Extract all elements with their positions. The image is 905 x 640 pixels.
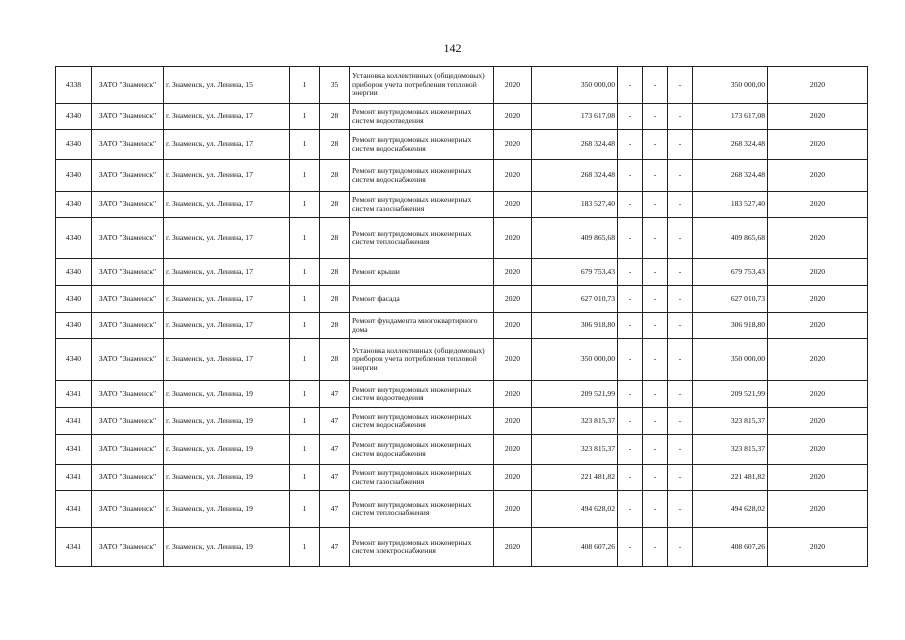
work-type-cell: Ремонт внутридомовых инженерных систем водоснабжения xyxy=(350,408,494,435)
col-a-cell: 1 xyxy=(290,313,320,339)
total-cell: 268 324,48 xyxy=(693,130,768,160)
total-cell: 306 918,80 xyxy=(693,313,768,339)
col-a-cell: 1 xyxy=(290,218,320,259)
house-id-cell: 4341 xyxy=(56,381,92,408)
total-cell: 323 815,37 xyxy=(693,435,768,465)
dash-cell: - xyxy=(618,67,643,104)
cost-cell: 221 481,82 xyxy=(532,465,618,491)
dash-cell: - xyxy=(618,104,643,130)
work-type-cell: Ремонт внутридомовых инженерных систем газоснабжения xyxy=(350,465,494,491)
col-b-cell: 28 xyxy=(320,192,350,218)
address-cell: г. Знаменск, ул. Ленина, 17 xyxy=(164,218,290,259)
municipality-cell: ЗАТО "Знаменск" xyxy=(92,491,164,528)
col-b-cell: 28 xyxy=(320,104,350,130)
table-row xyxy=(56,160,868,192)
work-type-cell: Ремонт внутридомовых инженерных систем газоснабжения xyxy=(350,192,494,218)
total-cell: 183 527,40 xyxy=(693,192,768,218)
work-type-cell: Установка коллективных (общедомовых) приборов учета потребления тепловой энергии xyxy=(350,339,494,381)
house-id-cell: 4341 xyxy=(56,528,92,567)
col-a-cell: 1 xyxy=(290,465,320,491)
work-type-cell: Ремонт внутридомовых инженерных систем водоснабжения xyxy=(350,435,494,465)
municipality-cell: ЗАТО "Знаменск" xyxy=(92,313,164,339)
address-cell: г. Знаменск, ул. Ленина, 17 xyxy=(164,104,290,130)
work-type-cell: Установка коллективных (общедомовых) приборов учета потребления тепловой энергии xyxy=(350,67,494,104)
municipality-cell: ЗАТО "Знаменск" xyxy=(92,465,164,491)
dash-cell: - xyxy=(668,160,693,192)
dash-cell: - xyxy=(643,218,668,259)
address-cell: г. Знаменск, ул. Ленина, 17 xyxy=(164,286,290,313)
table-row xyxy=(56,313,868,339)
year-cell: 2020 xyxy=(494,192,532,218)
address-cell: г. Знаменск, ул. Ленина, 17 xyxy=(164,192,290,218)
work-type-cell: Ремонт фасада xyxy=(350,286,494,313)
col-a-cell: 1 xyxy=(290,104,320,130)
table-row xyxy=(56,435,868,465)
table-row xyxy=(56,339,868,381)
table-row xyxy=(56,381,868,408)
total-cell: 173 617,08 xyxy=(693,104,768,130)
municipality-cell: ЗАТО "Знаменск" xyxy=(92,435,164,465)
dash-cell: - xyxy=(618,339,643,381)
address-cell: г. Знаменск, ул. Ленина, 17 xyxy=(164,160,290,192)
house-id-cell: 4341 xyxy=(56,465,92,491)
col-a-cell: 1 xyxy=(290,491,320,528)
dash-cell: - xyxy=(643,160,668,192)
year-cell: 2020 xyxy=(494,435,532,465)
table-row xyxy=(56,528,868,567)
capital-repair-table xyxy=(55,66,868,567)
dash-cell: - xyxy=(618,408,643,435)
year-cell: 2020 xyxy=(494,381,532,408)
dash-cell: - xyxy=(668,381,693,408)
address-cell: г. Знаменск, ул. Ленина, 15 xyxy=(164,67,290,104)
dash-cell: - xyxy=(668,408,693,435)
table-row xyxy=(56,104,868,130)
dash-cell: - xyxy=(643,491,668,528)
completion-year-cell: 2020 xyxy=(768,491,868,528)
house-id-cell: 4340 xyxy=(56,160,92,192)
house-id-cell: 4340 xyxy=(56,218,92,259)
cost-cell: 306 918,80 xyxy=(532,313,618,339)
table-row xyxy=(56,130,868,160)
completion-year-cell: 2020 xyxy=(768,218,868,259)
cost-cell: 350 000,00 xyxy=(532,339,618,381)
dash-cell: - xyxy=(643,313,668,339)
municipality-cell: ЗАТО "Знаменск" xyxy=(92,286,164,313)
dash-cell: - xyxy=(643,130,668,160)
work-type-cell: Ремонт внутридомовых инженерных систем водоснабжения xyxy=(350,160,494,192)
cost-cell: 408 607,26 xyxy=(532,528,618,567)
dash-cell: - xyxy=(618,192,643,218)
municipality-cell: ЗАТО "Знаменск" xyxy=(92,218,164,259)
address-cell: г. Знаменск, ул. Ленина, 19 xyxy=(164,491,290,528)
year-cell: 2020 xyxy=(494,491,532,528)
house-id-cell: 4340 xyxy=(56,130,92,160)
col-b-cell: 28 xyxy=(320,286,350,313)
address-cell: г. Знаменск, ул. Ленина, 19 xyxy=(164,408,290,435)
table-row xyxy=(56,465,868,491)
completion-year-cell: 2020 xyxy=(768,528,868,567)
total-cell: 494 628,02 xyxy=(693,491,768,528)
address-cell: г. Знаменск, ул. Ленина, 17 xyxy=(164,339,290,381)
completion-year-cell: 2020 xyxy=(768,160,868,192)
col-a-cell: 1 xyxy=(290,192,320,218)
table-row xyxy=(56,491,868,528)
total-cell: 221 481,82 xyxy=(693,465,768,491)
dash-cell: - xyxy=(643,381,668,408)
dash-cell: - xyxy=(643,192,668,218)
total-cell: 409 865,68 xyxy=(693,218,768,259)
year-cell: 2020 xyxy=(494,218,532,259)
col-a-cell: 1 xyxy=(290,339,320,381)
dash-cell: - xyxy=(668,313,693,339)
dash-cell: - xyxy=(618,435,643,465)
house-id-cell: 4340 xyxy=(56,313,92,339)
dash-cell: - xyxy=(643,435,668,465)
dash-cell: - xyxy=(668,528,693,567)
municipality-cell: ЗАТО "Знаменск" xyxy=(92,160,164,192)
total-cell: 408 607,26 xyxy=(693,528,768,567)
cost-cell: 209 521,99 xyxy=(532,381,618,408)
dash-cell: - xyxy=(618,130,643,160)
house-id-cell: 4340 xyxy=(56,286,92,313)
house-id-cell: 4340 xyxy=(56,259,92,286)
year-cell: 2020 xyxy=(494,408,532,435)
completion-year-cell: 2020 xyxy=(768,67,868,104)
total-cell: 350 000,00 xyxy=(693,339,768,381)
col-b-cell: 47 xyxy=(320,381,350,408)
dash-cell: - xyxy=(643,465,668,491)
address-cell: г. Знаменск, ул. Ленина, 19 xyxy=(164,435,290,465)
cost-cell: 268 324,48 xyxy=(532,130,618,160)
dash-cell: - xyxy=(668,286,693,313)
house-id-cell: 4341 xyxy=(56,491,92,528)
dash-cell: - xyxy=(618,528,643,567)
dash-cell: - xyxy=(668,491,693,528)
col-a-cell: 1 xyxy=(290,528,320,567)
cost-cell: 494 628,02 xyxy=(532,491,618,528)
col-a-cell: 1 xyxy=(290,160,320,192)
year-cell: 2020 xyxy=(494,339,532,381)
municipality-cell: ЗАТО "Знаменск" xyxy=(92,528,164,567)
year-cell: 2020 xyxy=(494,259,532,286)
table-row xyxy=(56,192,868,218)
work-type-cell: Ремонт фундамента многоквартирного дома xyxy=(350,313,494,339)
col-b-cell: 47 xyxy=(320,465,350,491)
year-cell: 2020 xyxy=(494,465,532,491)
house-id-cell: 4341 xyxy=(56,408,92,435)
completion-year-cell: 2020 xyxy=(768,130,868,160)
dash-cell: - xyxy=(668,130,693,160)
col-b-cell: 28 xyxy=(320,259,350,286)
dash-cell: - xyxy=(618,286,643,313)
work-type-cell: Ремонт внутридомовых инженерных систем водоотведения xyxy=(350,381,494,408)
municipality-cell: ЗАТО "Знаменск" xyxy=(92,259,164,286)
year-cell: 2020 xyxy=(494,528,532,567)
year-cell: 2020 xyxy=(494,313,532,339)
dash-cell: - xyxy=(668,67,693,104)
year-cell: 2020 xyxy=(494,160,532,192)
house-id-cell: 4340 xyxy=(56,104,92,130)
completion-year-cell: 2020 xyxy=(768,192,868,218)
col-b-cell: 28 xyxy=(320,339,350,381)
address-cell: г. Знаменск, ул. Ленина, 19 xyxy=(164,381,290,408)
dash-cell: - xyxy=(618,313,643,339)
work-type-cell: Ремонт внутридомовых инженерных систем теплоснабжения xyxy=(350,218,494,259)
table-row xyxy=(56,218,868,259)
dash-cell: - xyxy=(618,491,643,528)
col-b-cell: 28 xyxy=(320,160,350,192)
work-type-cell: Ремонт внутридомовых инженерных систем водоотведения xyxy=(350,104,494,130)
dash-cell: - xyxy=(668,192,693,218)
page-number: 142 xyxy=(443,41,462,55)
house-id-cell: 4340 xyxy=(56,192,92,218)
address-cell: г. Знаменск, ул. Ленина, 17 xyxy=(164,313,290,339)
cost-cell: 323 815,37 xyxy=(532,435,618,465)
house-id-cell: 4340 xyxy=(56,339,92,381)
year-cell: 2020 xyxy=(494,286,532,313)
year-cell: 2020 xyxy=(494,104,532,130)
dash-cell: - xyxy=(618,218,643,259)
col-a-cell: 1 xyxy=(290,435,320,465)
col-b-cell: 35 xyxy=(320,67,350,104)
dash-cell: - xyxy=(668,435,693,465)
cost-cell: 323 815,37 xyxy=(532,408,618,435)
col-a-cell: 1 xyxy=(290,130,320,160)
cost-cell: 183 527,40 xyxy=(532,192,618,218)
municipality-cell: ЗАТО "Знаменск" xyxy=(92,381,164,408)
work-type-cell: Ремонт внутридомовых инженерных систем водоснабжения xyxy=(350,130,494,160)
municipality-cell: ЗАТО "Знаменск" xyxy=(92,104,164,130)
completion-year-cell: 2020 xyxy=(768,286,868,313)
municipality-cell: ЗАТО "Знаменск" xyxy=(92,192,164,218)
completion-year-cell: 2020 xyxy=(768,408,868,435)
completion-year-cell: 2020 xyxy=(768,313,868,339)
total-cell: 679 753,43 xyxy=(693,259,768,286)
total-cell: 323 815,37 xyxy=(693,408,768,435)
house-id-cell: 4338 xyxy=(56,67,92,104)
dash-cell: - xyxy=(618,160,643,192)
total-cell: 209 521,99 xyxy=(693,381,768,408)
work-type-cell: Ремонт внутридомовых инженерных систем теплоснабжения xyxy=(350,491,494,528)
year-cell: 2020 xyxy=(494,130,532,160)
address-cell: г. Знаменск, ул. Ленина, 17 xyxy=(164,130,290,160)
dash-cell: - xyxy=(643,339,668,381)
cost-cell: 350 000,00 xyxy=(532,67,618,104)
col-b-cell: 47 xyxy=(320,408,350,435)
dash-cell: - xyxy=(668,259,693,286)
address-cell: г. Знаменск, ул. Ленина, 19 xyxy=(164,528,290,567)
work-type-cell: Ремонт внутридомовых инженерных систем электроснабжения xyxy=(350,528,494,567)
total-cell: 627 010,73 xyxy=(693,286,768,313)
municipality-cell: ЗАТО "Знаменск" xyxy=(92,408,164,435)
work-type-cell: Ремонт крыши xyxy=(350,259,494,286)
col-b-cell: 47 xyxy=(320,491,350,528)
dash-cell: - xyxy=(643,259,668,286)
cost-cell: 409 865,68 xyxy=(532,218,618,259)
cost-cell: 173 617,08 xyxy=(532,104,618,130)
dash-cell: - xyxy=(643,528,668,567)
dash-cell: - xyxy=(643,286,668,313)
dash-cell: - xyxy=(668,465,693,491)
municipality-cell: ЗАТО "Знаменск" xyxy=(92,130,164,160)
municipality-cell: ЗАТО "Знаменск" xyxy=(92,339,164,381)
table-row xyxy=(56,259,868,286)
col-b-cell: 28 xyxy=(320,130,350,160)
completion-year-cell: 2020 xyxy=(768,381,868,408)
table-row xyxy=(56,67,868,104)
col-a-cell: 1 xyxy=(290,381,320,408)
completion-year-cell: 2020 xyxy=(768,435,868,465)
total-cell: 350 000,00 xyxy=(693,67,768,104)
dash-cell: - xyxy=(643,67,668,104)
dash-cell: - xyxy=(668,339,693,381)
address-cell: г. Знаменск, ул. Ленина, 17 xyxy=(164,259,290,286)
dash-cell: - xyxy=(618,465,643,491)
col-a-cell: 1 xyxy=(290,408,320,435)
house-id-cell: 4341 xyxy=(56,435,92,465)
table-row xyxy=(56,286,868,313)
col-a-cell: 1 xyxy=(290,286,320,313)
dash-cell: - xyxy=(618,381,643,408)
cost-cell: 268 324,48 xyxy=(532,160,618,192)
dash-cell: - xyxy=(643,408,668,435)
dash-cell: - xyxy=(668,218,693,259)
cost-cell: 627 010,73 xyxy=(532,286,618,313)
table-row xyxy=(56,408,868,435)
completion-year-cell: 2020 xyxy=(768,465,868,491)
year-cell: 2020 xyxy=(494,67,532,104)
col-b-cell: 28 xyxy=(320,218,350,259)
completion-year-cell: 2020 xyxy=(768,104,868,130)
col-b-cell: 47 xyxy=(320,435,350,465)
completion-year-cell: 2020 xyxy=(768,339,868,381)
address-cell: г. Знаменск, ул. Ленина, 19 xyxy=(164,465,290,491)
dash-cell: - xyxy=(618,259,643,286)
dash-cell: - xyxy=(668,104,693,130)
col-b-cell: 28 xyxy=(320,313,350,339)
dash-cell: - xyxy=(643,104,668,130)
col-a-cell: 1 xyxy=(290,67,320,104)
cost-cell: 679 753,43 xyxy=(532,259,618,286)
completion-year-cell: 2020 xyxy=(768,259,868,286)
col-b-cell: 47 xyxy=(320,528,350,567)
municipality-cell: ЗАТО "Знаменск" xyxy=(92,67,164,104)
col-a-cell: 1 xyxy=(290,259,320,286)
total-cell: 268 324,48 xyxy=(693,160,768,192)
